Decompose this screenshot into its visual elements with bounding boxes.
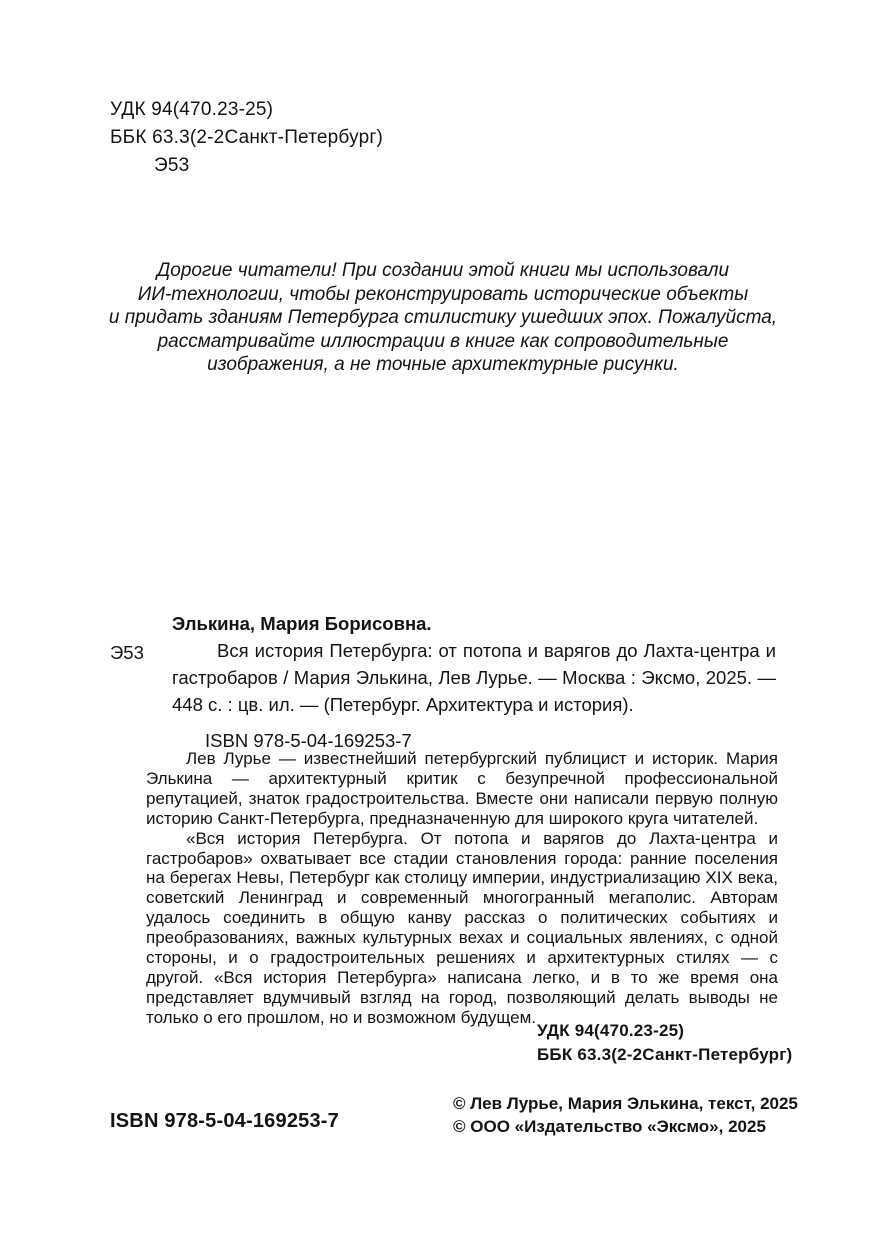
bbk-code: ББК 63.3(2-2Санкт-Петербург) — [110, 127, 383, 148]
ai-disclaimer — [73, 259, 813, 377]
disclaimer-line: рассматривайте иллюстрации в книге как сопроводительные — [157, 330, 729, 352]
annotation-paragraph: «Вся история Петербурга. От потопа и варягов до Лахта-центра и гастробаров» охватывает все стадии становления города: ранние поселения на берегах Невы, Петербург как столицу империи, индустриализацию XIX века, советский Ленинград и современный многогранный мегаполис. Авторам удалось соединить в общую канву рассказ о политических событиях и преобразованиях, важных культурных вехах и социальных явлениях, с одной стороны, и о градостроительных решениях и архитектурных стилях — с другой. «Вся история Петербурга» написана легко, и в то же время она представляет вдумчивый взгляд на город, позволяющий делать выводы не только о его прошлом, но и возможном будущем. — [146, 828, 778, 1027]
copyright-line: © ООО «Издательство «Эксмо», 2025 — [453, 1117, 766, 1136]
catalog-entry — [110, 610, 776, 754]
author-sign-top: Э53 — [154, 155, 190, 176]
isbn-entry: ISBN 978-5-04-169253-7 — [205, 730, 412, 751]
bottom-classification-codes — [537, 1019, 792, 1067]
disclaimer-line: изображения, а не точные архитектурные рисунки. — [207, 354, 679, 375]
udc-code: УДК 94(470.23-25) — [110, 99, 274, 120]
bbk-code-bottom: ББК 63.3(2-2Санкт-Петербург) — [537, 1045, 793, 1064]
copyright-block — [453, 1092, 798, 1138]
author-sign-entry: Э53 — [110, 642, 144, 663]
disclaimer-line: и придать зданиям Петербурга стилистику ушедших эпох. Пожалуйста, — [108, 307, 778, 328]
udc-code-bottom: УДК 94(470.23-25) — [537, 1021, 685, 1040]
isbn-footer: ISBN 978-5-04-169253-7 — [110, 1110, 339, 1132]
disclaimer-line: ИИ-технологии, чтобы реконструировать исторические объекты — [137, 283, 749, 305]
bibliographic-description: Вся история Петербурга: от потопа и варягов до Лахта-центра и гастробаров / Мария Элькина, Лев Лурье. — Москва : Эксмо, 2025. — 448 с. : цв. ил. — (Петербург. Архитектура и история). — [172, 640, 776, 715]
annotation — [146, 749, 778, 1028]
top-classification-codes — [110, 96, 383, 180]
disclaimer-line: Дорогие читатели! При создании этой книги мы использовали — [156, 260, 730, 281]
author-heading: Элькина, Мария Борисовна. — [172, 613, 432, 634]
copyright-line: © Лев Лурье, Мария Элькина, текст, 2025 — [453, 1094, 798, 1113]
annotation-paragraph: Лев Лурье — известнейший петербургский публицист и историк. Мария Элькина — архитектурный критик с безупречной профессиональной репутацией, знаток градостроительства. Вместе они написали первую полную историю Санкт-Петербурга, предназначенную для широкого круга читателей. — [146, 749, 778, 828]
